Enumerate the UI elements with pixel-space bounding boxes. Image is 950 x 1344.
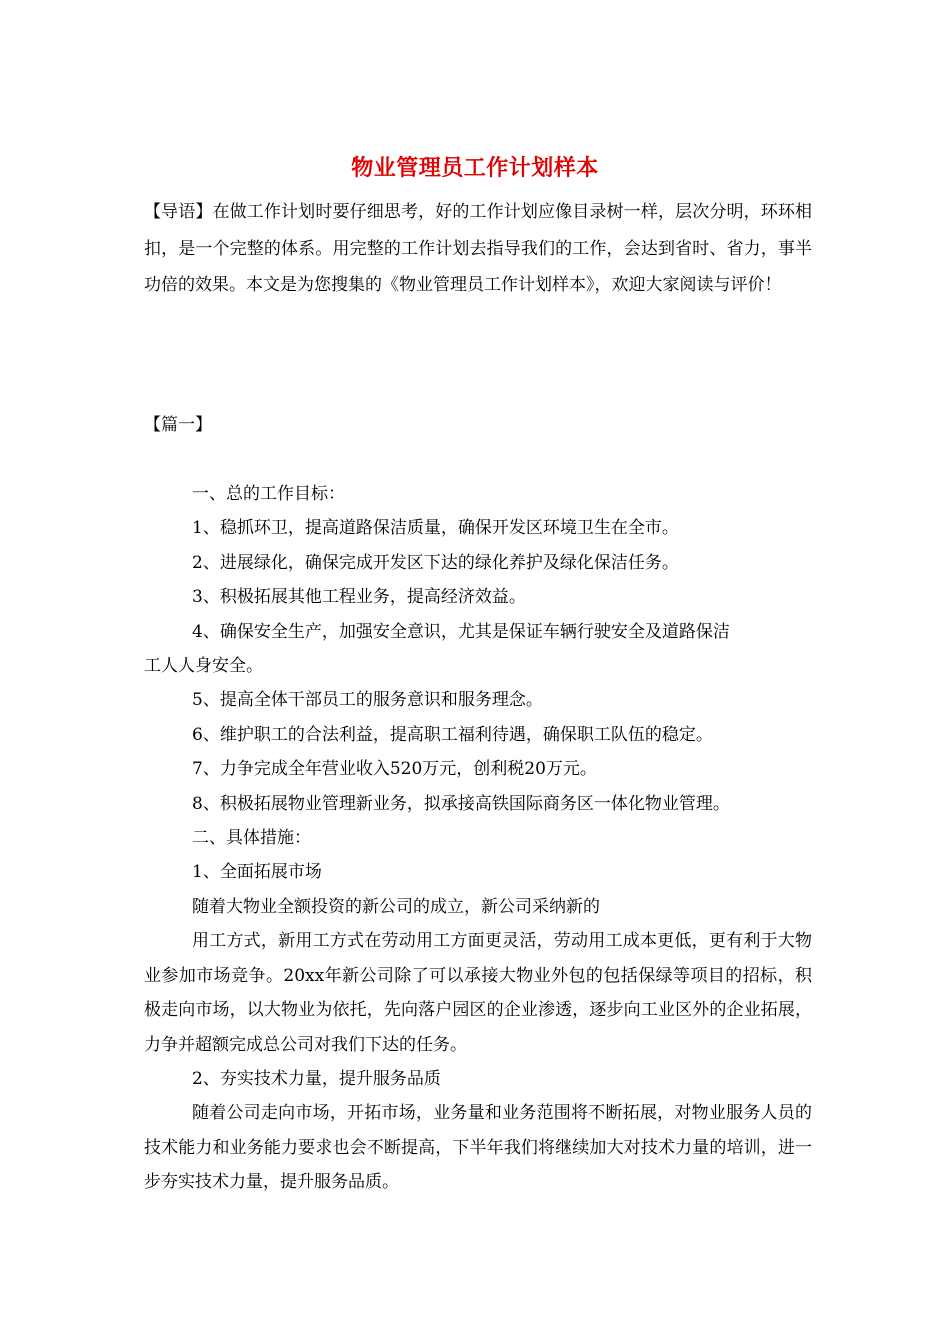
list-item: 4、确保安全生产，加强安全意识，尤其是保证车辆行驶安全及道路保洁	[192, 621, 730, 642]
heading-measures: 二、具体措施：	[192, 828, 311, 849]
list-item-continuation: 工人人身安全。	[144, 656, 263, 677]
list-item: 5、提高全体干部员工的服务意识和服务理念。	[192, 690, 543, 711]
subheading: 2、夯实技术力量，提升服务品质	[192, 1068, 441, 1089]
subheading: 1、全面拓展市场	[192, 862, 322, 883]
list-item: 7、力争完成全年营业收入520万元，创利税20万元。	[192, 759, 597, 780]
document-body	[144, 477, 812, 1200]
paragraph-line: 随着大物业全额投资的新公司的成立，新公司采纳新的	[192, 896, 600, 917]
heading-goals: 一、总的工作目标：	[192, 484, 345, 504]
list-item: 6、维护职工的合法利益，提高职工福利待遇，确保职工队伍的稳定。	[192, 724, 713, 745]
list-item: 1、稳抓环卫，提高道路保洁质量，确保开发区环境卫生在全市。	[192, 518, 679, 539]
section-label: 【篇一】	[144, 415, 212, 435]
intro-paragraph: 【导语】在做工作计划时要仔细思考，好的工作计划应像目录树一样，层次分明，环环相扣，是一个完整的体系。用完整的工作计划去指导我们的工作，会达到省时、省力，事半功倍的效果。本文是为您搜集的《物业管理员工作计划样本》，欢迎大家阅读与评价！	[144, 202, 812, 295]
list-item: 2、进展绿化，确保完成开发区下达的绿化养护及绿化保洁任务。	[192, 552, 679, 573]
paragraph: 用工方式，新用工方式在劳动用工方面更灵活，劳动用工成本更低，更有利于大物业参加市场竞争。20xx年新公司除了可以承接大物业外包的包括保绿等项目的招标，积极走向市场，以大物业为依托，先向落户园区的企业渗透，逐步向工业区外的企业拓展，力争并超额完成总公司对我们下达的任务。	[144, 931, 812, 1055]
list-item: 8、积极拓展物业管理新业务，拟承接高铁国际商务区一体化物业管理。	[192, 793, 730, 814]
paragraph: 随着公司走向市场，开拓市场，业务量和业务范围将不断拓展，对物业服务人员的技术能力和业务能力要求也会不断提高，下半年我们将继续加大对技术力量的培训，进一步夯实技术力量，提升服务品质。	[144, 1103, 812, 1193]
document-title: 物业管理员工作计划样本	[351, 155, 599, 181]
list-item: 3、积极拓展其他工程业务，提高经济效益。	[192, 587, 526, 608]
